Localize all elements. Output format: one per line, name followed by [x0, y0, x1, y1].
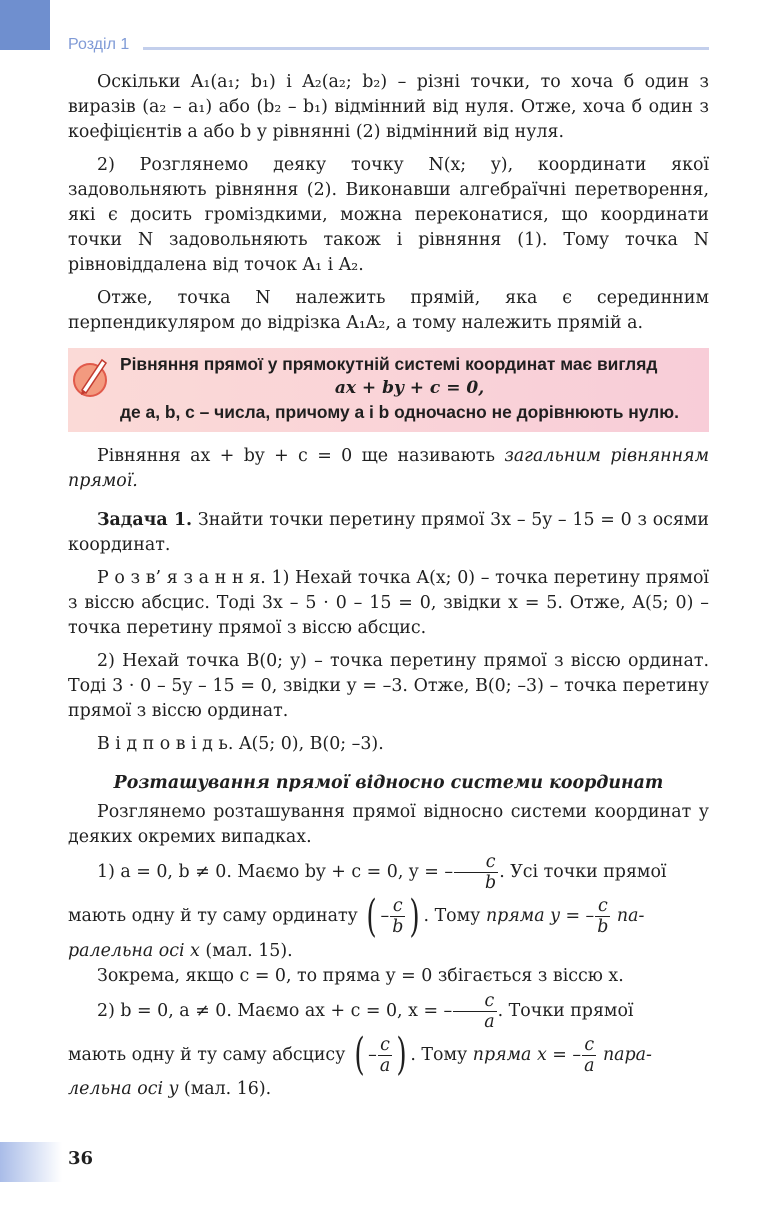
case-1-line-2: [68, 890, 709, 942]
general-equation-term: загальним рівнянням прямої.: [68, 446, 709, 491]
page-content: [68, 70, 709, 1102]
paragraph-3: Отже, точка N належить прямій, яка є серединним перпендикуляром до відрізка A₁A₂, а тому належить прямій a.: [68, 288, 709, 333]
case-1-text-f: па-: [616, 906, 645, 926]
solution-2: 2) Нехай точка B(0; y) – точка перетину прямої з віссю ординат. Тоді 3 · 0 – 5y – 15 = 0, звідки y = –3. Отже, B(0; –3) – точка перетину прямої з віссю ординат.: [68, 651, 709, 721]
case-1-text-e: пряма y = –: [485, 906, 595, 926]
case-2-line-2: [68, 1029, 709, 1080]
fraction-numerator: c: [595, 896, 610, 917]
case-2-line-3: [68, 1077, 709, 1102]
case-1-text-h: (мал. 15).: [205, 940, 293, 961]
solution-label: Р о з в’ я з а н н я.: [97, 568, 266, 588]
fraction-denominator: b: [485, 873, 497, 893]
fraction-denominator: a: [379, 1055, 391, 1076]
fraction-c-over-b-3: [595, 896, 610, 937]
paragraph-2: 2) Розглянемо деяку точку N(x; y), координати якої задовольняють рівняння (2). Виконавши алгебраїчні перетворення, які є досить громіздкими, можна переконатися, що координати точки N задовольняють також і рівняння (1). Тому точка N рівновіддалена від точок A₁ і A₂.: [68, 155, 709, 275]
fraction-numerator: c: [378, 1035, 392, 1056]
case-1-line-3: [68, 939, 709, 964]
pencil-circle-icon: [72, 354, 112, 400]
paren-left: (: [366, 890, 378, 942]
paragraph-6: Зокрема, якщо c = 0, то пряма y = 0 збігається з віссю x.: [97, 965, 624, 986]
minus-sign: –: [368, 1044, 377, 1065]
fraction-c-over-b: [454, 852, 498, 893]
page-number: 36: [68, 1148, 94, 1169]
section-title: Розташування прямої відносно системи координат: [113, 773, 664, 793]
rule-formula: ax + by + c = 0,: [334, 378, 485, 398]
fraction-denominator: a: [584, 1055, 595, 1076]
fraction-c-over-a: [453, 991, 496, 1032]
paragraph-1: Оскільки A₁(a₁; b₁) і A₂(a₂; b₂) – різні точки, то хоча б один з виразів (a₂ – a₁) або (b₂ – b₁) відмінний від нуля. Отже, хоча б один з коефіцієнтів a або b у рівнянні (2) відмінний від нуля.: [68, 72, 709, 142]
fraction-c-over-a-2: [378, 1035, 392, 1076]
case-2-text-g: лельна осі y: [68, 1079, 179, 1099]
solution-text-1: 1) Нехай точка A(x; 0) – точка перетину прямої з віссю абсцис. Тоді 3x – 5 · 0 – 15 = 0, звідки x = 5. Отже, A(5; 0) – точка перетину прямої з віссю абсцис.: [68, 568, 709, 638]
paragraph-4: [68, 444, 709, 494]
fraction-c-over-a-3: [582, 1035, 596, 1076]
case-2-text-h: (мал. 16).: [183, 1079, 272, 1099]
rule-box: [68, 348, 709, 432]
fraction-numerator: c: [453, 991, 496, 1012]
case-1-text-a: 1) a = 0, b ≠ 0. Маємо by + c = 0, y = –: [97, 862, 454, 882]
fraction-numerator: c: [582, 1035, 596, 1056]
case-2-text-f: пара-: [602, 1044, 652, 1065]
minus-sign: –: [380, 906, 390, 926]
case-2-text-e: пряма x = –: [472, 1044, 582, 1065]
case-2-text-d: . Тому: [410, 1044, 468, 1065]
fraction-c-over-b-2: [390, 896, 405, 937]
task-text: Знайти точки перетину прямої 3x – 5y – 15 = 0 з осями координат.: [68, 510, 709, 555]
case-2-text-b: . Точки прямої: [497, 1000, 634, 1021]
answer-text: A(5; 0), B(0; –3).: [238, 734, 384, 754]
paragraph-4-text: Рівняння ax + by + c = 0 ще називають: [97, 446, 495, 466]
case-2-text-c: мають одну й ту саму абсцису: [68, 1044, 346, 1065]
header-rule: [143, 47, 709, 50]
case-1-text-d: . Тому: [423, 906, 481, 926]
rule-text-1: Рівняння прямої у прямокутній системі координат має вигляд: [120, 354, 658, 374]
paragraph-5: Розглянемо розташування прямої відносно системи координат у деяких окремих випадках.: [68, 802, 709, 847]
fraction-numerator: c: [454, 852, 498, 873]
case-2-line-1: [68, 989, 709, 1033]
case-1-text-g: ралельна осі x: [68, 940, 200, 961]
case-1-text-b: . Усі точки прямої: [499, 862, 667, 882]
fraction-denominator: b: [597, 917, 609, 937]
rule-text-2: де a, b, c – числа, причому a і b одночасно не дорівнюють нулю.: [120, 402, 679, 422]
corner-decoration-bottom: [0, 1142, 62, 1182]
case-1-text-c: мають одну й ту саму ординату: [68, 906, 358, 926]
corner-decoration-top: [0, 0, 50, 50]
task-label: Задача 1.: [97, 510, 193, 530]
fraction-denominator: a: [484, 1011, 495, 1032]
case-2-text-a: 2) b = 0, a ≠ 0. Маємо ax + c = 0, x = –: [97, 1000, 453, 1021]
task-1: [68, 508, 709, 558]
answer: [68, 732, 709, 757]
solution-1: [68, 566, 709, 641]
fraction-denominator: b: [392, 917, 404, 937]
case-1-line-1: [68, 850, 709, 894]
fraction-numerator: c: [390, 896, 405, 917]
section-label: Розділ 1: [68, 36, 130, 53]
paren-left: (: [354, 1029, 365, 1080]
answer-label: В і д п о в і д ь.: [97, 734, 234, 754]
paren-right: ): [396, 1029, 407, 1080]
paren-right: ): [409, 890, 421, 942]
